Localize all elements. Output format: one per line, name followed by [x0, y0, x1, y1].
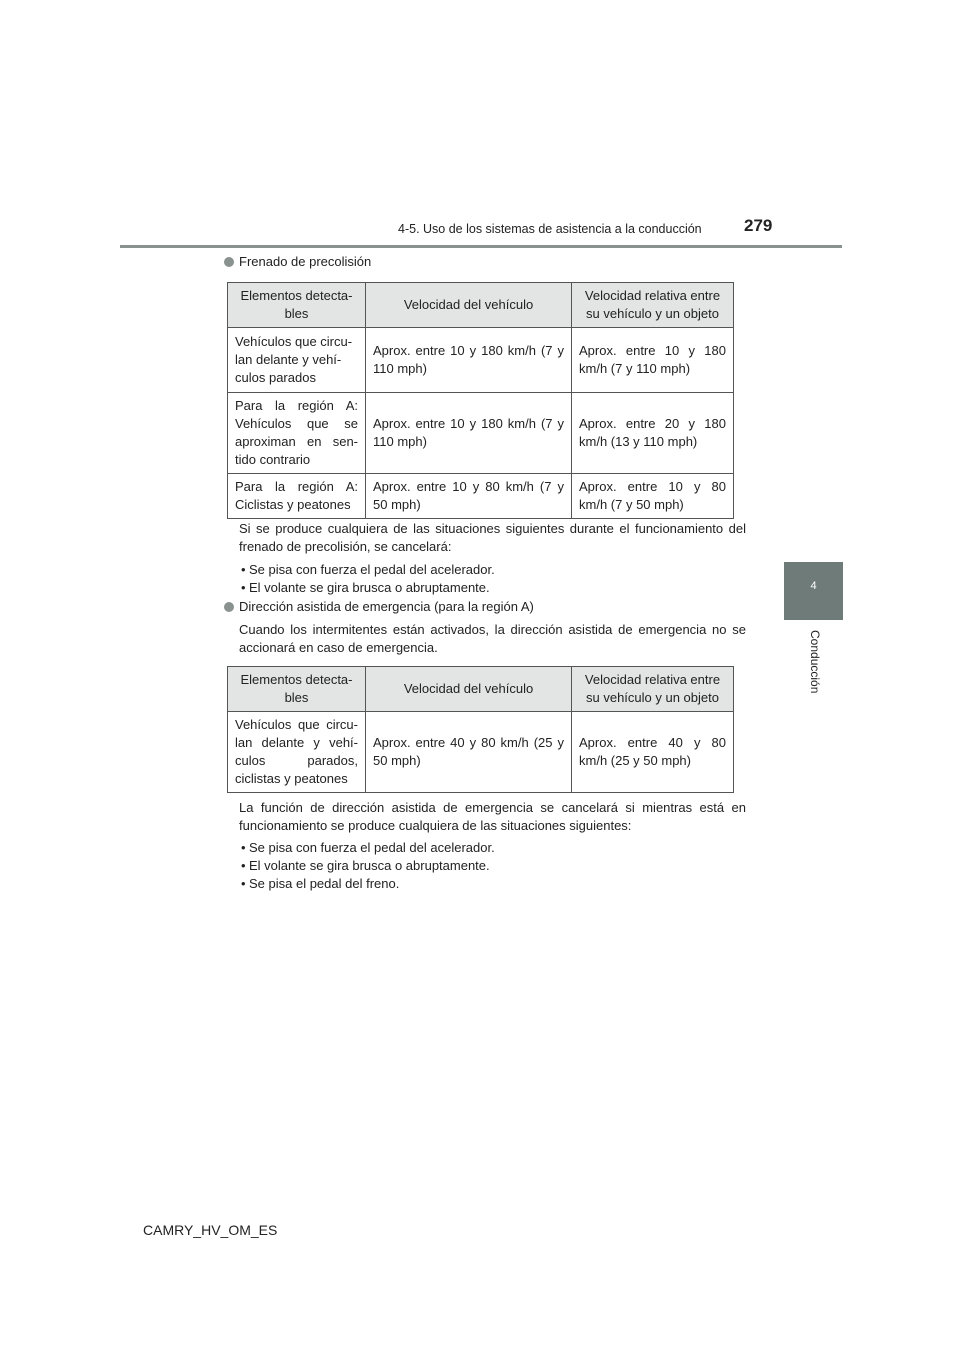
list-item: • Se pisa con fuerza el pedal del acelerador.: [239, 561, 746, 579]
bullet-circle-icon: [224, 602, 234, 612]
table-cell: Aprox. entre 40 y 80 km/h (25 y 50 mph): [572, 712, 734, 793]
emergency-steering-cancel-text: La función de dirección asistida de emergencia se cancelará si mientras está en funcionamiento se produce cualquiera de las situaciones siguientes:: [239, 800, 746, 833]
table-header-row: [228, 283, 734, 328]
table-cell: Para la región A: Vehículos que se aproximan en sen-tido contrario: [228, 393, 366, 474]
table-header-cell: Velocidad relativa entre su vehículo y un objeto: [572, 283, 734, 328]
table-cell: Aprox. entre 40 y 80 km/h (25 y 50 mph): [366, 712, 572, 793]
table-cell: Vehículos que circu-lan delante y vehí-culos parados: [228, 328, 366, 393]
list-item: • El volante se gira brusca o abruptamente.: [239, 857, 746, 875]
table-cell: Para la región A: Ciclistas y peatones: [228, 474, 366, 519]
document-code: CAMRY_HV_OM_ES: [143, 1222, 278, 1238]
table-row: [228, 328, 734, 393]
table-cell: Aprox. entre 10 y 180 km/h (7 y 110 mph): [366, 328, 572, 393]
table-row: [228, 712, 734, 793]
table-header-row: [228, 667, 734, 712]
emergency-steering-intro: Cuando los intermitentes están activados, la dirección asistida de emergencia no se accionará en caso de emergencia.: [239, 622, 746, 655]
table-cell: Aprox. entre 10 y 180 km/h (7 y 110 mph): [572, 328, 734, 393]
section-heading-precollision: [224, 254, 371, 269]
precollision-cancel-list: [239, 561, 746, 597]
table-cell: Aprox. entre 20 y 180 km/h (13 y 110 mph): [572, 393, 734, 474]
table-cell: Aprox. entre 10 y 180 km/h (7 y 110 mph): [366, 393, 572, 474]
chapter-tab: [784, 562, 843, 620]
list-item: • Se pisa con fuerza el pedal del acelerador.: [239, 839, 746, 857]
table-cell: Vehículos que circu-lan delante y vehí-culos parados, ciclistas y peatones: [228, 712, 366, 793]
emergency-steering-cancel-list: [239, 839, 746, 893]
precollision-cancel-text: Si se produce cualquiera de las situaciones siguientes durante el funcionamiento del frenado de precolisión, se cancelará:: [239, 521, 746, 554]
page-number: 279: [744, 216, 773, 235]
table-cell: Aprox. entre 10 y 80 km/h (7 y 50 mph): [366, 474, 572, 519]
bullet-circle-icon: [224, 257, 234, 267]
list-item: • Se pisa el pedal del freno.: [239, 875, 746, 893]
table-cell: Aprox. entre 10 y 80 km/h (7 y 50 mph): [572, 474, 734, 519]
emergency-steering-table: [227, 666, 734, 793]
table-header-cell: Velocidad relativa entre su vehículo y un objeto: [572, 667, 734, 712]
table-header-cell: Velocidad del vehículo: [366, 667, 572, 712]
chapter-title: Conducción: [808, 630, 822, 694]
heading-text: Dirección asistida de emergencia (para la región A): [239, 599, 534, 614]
precollision-table: [227, 282, 734, 519]
list-item: • El volante se gira brusca o abruptamente.: [239, 579, 746, 597]
table-row: [228, 393, 734, 474]
section-title: 4-5. Uso de los sistemas de asistencia a la conducción: [398, 222, 702, 236]
table-header-cell: Elementos detecta-bles: [228, 283, 366, 328]
heading-text: Frenado de precolisión: [239, 254, 372, 269]
section-heading-emergency-steering: [224, 599, 534, 614]
header-rule: [120, 245, 842, 248]
chapter-number: 4: [810, 580, 817, 592]
table-header-cell: Velocidad del vehículo: [366, 283, 572, 328]
table-row: [228, 474, 734, 519]
table-header-cell: Elementos detecta-bles: [228, 667, 366, 712]
